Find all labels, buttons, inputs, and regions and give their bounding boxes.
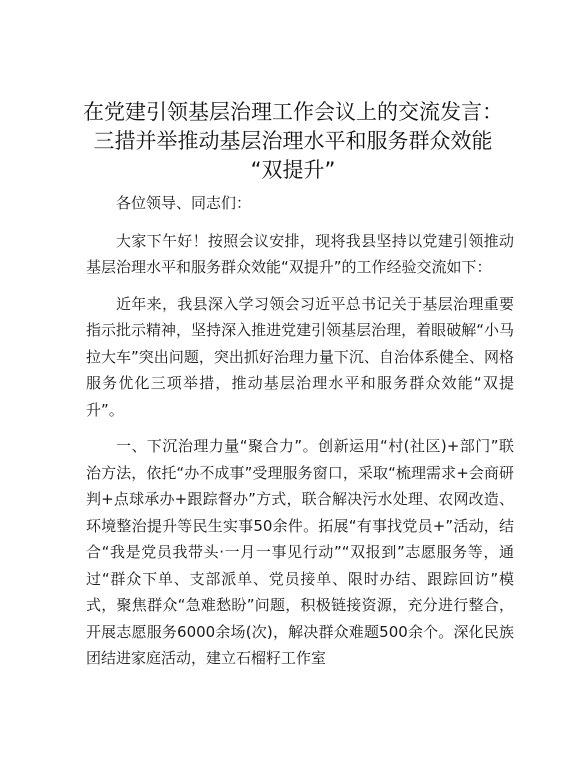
document-title (70, 98, 516, 185)
title-line-3: “双提升” (250, 158, 336, 182)
title-line-1: 在党建引领基层治理工作会议上的交流发言： (83, 100, 503, 124)
title-line-2: 三措并举推动基层治理水平和服务群众效能 (93, 129, 493, 153)
opening-paragraph: 大家下午好！按照会议安排，现将我县坚持以党建引领推动基层治理水平和服务群众效能“双提升”的工作经验交流如下： (86, 231, 514, 276)
overview-paragraph: 近年来，我县深入学习领会习近平总书记关于基层治理重要指示批示精神，坚持深入推进党建引领基层治理，着眼破解“小马拉大车”突出问题，突出抓好治理力量下沉、自治体系健全、网格服务优化三项举措，推动基层治理水平和服务群众效能“双提升”。 (86, 294, 514, 419)
salutation-paragraph: 各位领导、同志们： (116, 194, 252, 212)
document-body (86, 190, 514, 672)
section-one-paragraph: 一、下沉治理力量“聚合力”。创新运用“村(社区)+部门”联治方法，依托“办不成事”受理服务窗口，采取“梳理需求+会商研判+点球承办+跟踪督办”方式，联合解决污水处理、农网改造、环境整治提升等民生实事50余件。拓展“有事找党员+”活动，结合“我是党员我带头·一月一事见行动”“双报到”志愿服务等，通过“群众下单、支部派单、党员接单、限时办结、跟踪回访”模式，聚焦群众“急难愁盼”问题，积极链接资源，充分进行整合，开展志愿服务6000余场(次)，解决群众难题500余个。深化民族团结进家庭活动，建立石榴籽工作室 (86, 437, 514, 667)
